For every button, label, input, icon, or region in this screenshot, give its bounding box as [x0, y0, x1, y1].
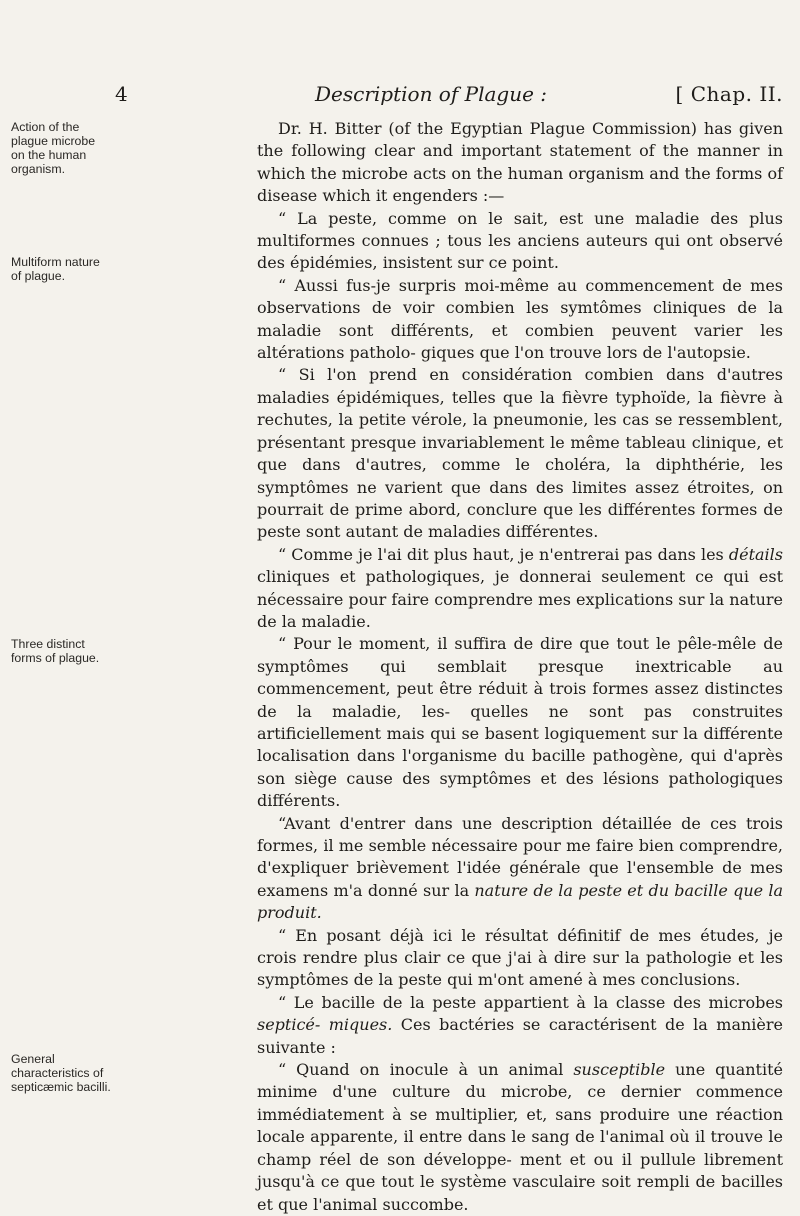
paragraph: Dr. H. Bitter (of the Egyptian Plague Commission) has given the following clear and important statement of the manner in which the microbe acts on the human organism and the forms of disease which it engenders :— [257, 119, 783, 206]
paragraph [257, 544, 783, 634]
paragraph-text: “Avant d'entrer dans une description détaillée de ces trois formes, il me semble nécessaire pour me faire bien comprendre, d'expliquer brièvement l'idée générale que l'ensemble de mes examens m'a donné sur la [257, 813, 783, 900]
paragraph-text: une quantité minime d'une culture du microbe, ce dernier commence immédiatement à se multiplier, et, sans produire une réaction locale apparente, il entre dans le sang de l'animal où il trouve le champ réel de son développe- ment et ou il pullule librement jusqu'à ce que tout le système vasculaire soit rempli de bacilles et que l'animal succombe. [257, 1060, 783, 1214]
paragraph [257, 992, 783, 1059]
page-number: 4 [115, 82, 128, 106]
paragraph-text: “ Comme je l'ai dit plus haut, je n'entrerai pas dans les [278, 544, 729, 564]
margin-note-septicaemic: General characteristics of septicæmic bacilli. [11, 1052, 111, 1094]
paragraph: “ En posant déjà ici le résultat définitif de mes études, je crois rendre plus clair ce que j'ai à dire sur la pathologie et les symptômes de la peste qui m'ont amené à mes conclusions. [257, 925, 783, 990]
paragraph-text: “ Le bacille de la peste appartient à la classe des microbes [278, 992, 783, 1012]
paragraph: “ La peste, comme on le sait, est une maladie des plus multiformes connues ; tous les anciens auteurs qui ont observé des épidémies, insistent sur ce point. [257, 208, 783, 273]
body-text [257, 118, 783, 1216]
italic-text: susceptible [573, 1060, 666, 1080]
paragraph-text: cliniques et pathologiques, je donnerai seulement ce qui est nécessaire pour faire comprendre mes explications sur la nature de la maladie. [257, 567, 783, 631]
paragraph [257, 1059, 783, 1216]
margin-note-action: Action of the plague microbe on the human organism. [11, 120, 96, 176]
running-head [115, 82, 783, 110]
italic-text: détails [728, 544, 783, 564]
paragraph: “ Pour le moment, il suffira de dire que tout le pêle-mêle de symptômes qui semblait presque inextricable au commencement, peut être réduit à trois formes assez distinctes de la maladie, les- quelles ne sont pas construites artificiellement mais qui se basent logiquement sur la différente localisation dans l'organisme du bacille pathogène, qui d'après son siège cause des symptômes et des lésions pathologiques différents. [257, 634, 783, 811]
paragraph [257, 813, 783, 925]
paragraph: “ Aussi fus-je surpris moi-même au commencement de mes observations de voir combien les symtômes cliniques de la maladie sont différents, et combien peuvent varier les altérations patholo- giques que l'on trouve lors de l'autopsie. [257, 275, 783, 363]
margin-note-multiform: Multiform nature of plague. [11, 255, 100, 283]
paragraph-text: “ Quand on inocule à un animal [278, 1060, 574, 1080]
italic-text: nature de la peste et du bacille que la produit. [257, 880, 784, 923]
margin-note-three-forms: Three distinct forms of plague. [11, 637, 100, 665]
italic-text: septicé- miques. [257, 1015, 393, 1035]
paragraph: “ Si l'on prend en considération combien dans d'autres maladies épidémiques, telles que la fièvre typhoïde, la fièvre à rechutes, la petite vérole, la pneumonie, les cas se ressemblent, présentant presque invariablement le même tableau clinique, et que dans d'autres, comme le choléra, la diphthérie, les symptômes ne varient que dans des limites assez étroites, on pourrait de prime abord, conclure que les différentes formes de peste sont autant de maladies différentes. [257, 365, 783, 542]
paragraph-text: Ces bactéries se caractérisent de la manière suivante : [257, 1015, 783, 1057]
chapter-label: [ Chap. II. [675, 82, 783, 106]
running-title: Description of Plague : [315, 82, 548, 106]
